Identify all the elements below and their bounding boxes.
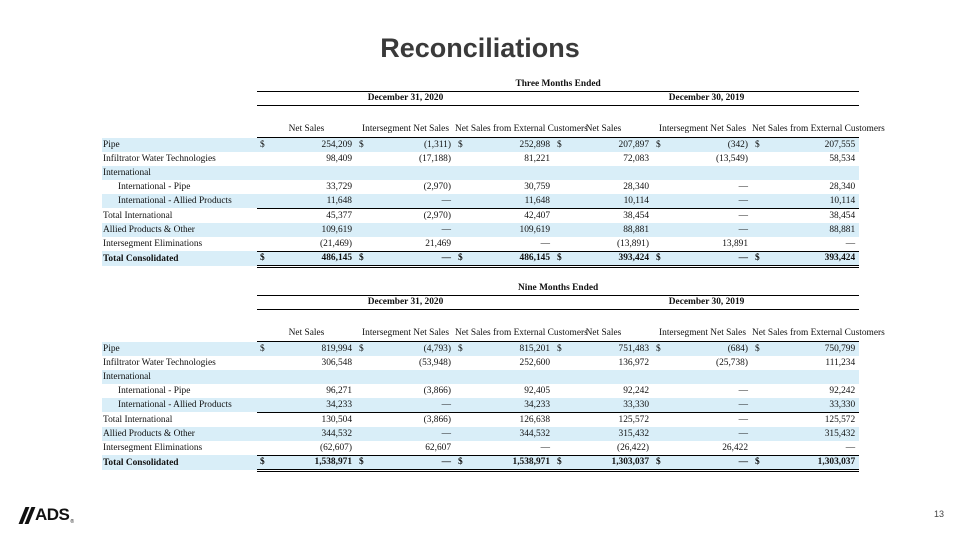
table-cell: 252,898: [466, 138, 554, 152]
row-label: Intersegment Eliminations: [103, 239, 203, 249]
currency-symbol: $: [653, 342, 664, 356]
currency-symbol: $: [752, 138, 763, 152]
table-cell: 315,432: [763, 427, 859, 441]
currency-symbol: $: [653, 138, 664, 152]
currency-symbol: [455, 208, 466, 222]
table-row: [102, 356, 859, 370]
row-label: International - Allied Products: [102, 398, 257, 412]
currency-symbol: [257, 180, 268, 194]
page-title: Reconciliations: [380, 33, 580, 63]
table-cell: 26,422: [722, 442, 748, 453]
currency-symbol: [752, 441, 763, 455]
table-row: [102, 412, 859, 426]
table-cell: —: [367, 398, 455, 412]
row-label: International - Pipe: [118, 182, 191, 193]
currency-symbol: [554, 370, 565, 384]
row-label: International: [102, 166, 257, 180]
currency-symbol: [257, 412, 268, 426]
table-cell: 88,881: [763, 223, 859, 237]
table-row: [102, 384, 859, 398]
table-cell: 1,303,037: [763, 455, 859, 470]
currency-symbol: [554, 180, 565, 194]
table-row: [102, 237, 859, 251]
table-cell: 486,145: [268, 251, 356, 266]
currency-symbol: [257, 370, 268, 384]
table-cell: 486,145: [466, 251, 554, 266]
currency-symbol: $: [356, 138, 367, 152]
row-label: Total International: [103, 210, 173, 221]
table-cell: 751,483: [565, 342, 653, 356]
table-cell: —: [738, 414, 748, 425]
table-cell: [466, 166, 554, 180]
currency-symbol: [752, 180, 763, 194]
currency-symbol: $: [554, 138, 565, 152]
currency-symbol: $: [356, 251, 367, 266]
table-cell: 34,233: [268, 398, 356, 412]
net-sales-header: Net Sales: [257, 310, 356, 342]
currency-symbol: $: [653, 251, 664, 266]
currency-symbol: [257, 166, 268, 180]
table-cell: (2,970): [423, 210, 451, 221]
table-cell: (25,738): [715, 357, 748, 368]
table-cell: —: [664, 455, 752, 470]
table-cell: (21,469): [319, 238, 352, 249]
currency-symbol: [653, 427, 664, 441]
row-label: Total Consolidated: [102, 455, 257, 470]
table-cell: 62,607: [425, 442, 451, 453]
external-customers-header: Net Sales from External Customers: [752, 310, 859, 342]
table-cell: 254,209: [268, 138, 356, 152]
table-cell: [565, 166, 653, 180]
table-cell: [763, 370, 859, 384]
table-cell: [268, 166, 356, 180]
currency-symbol: [455, 237, 466, 251]
row-label: International: [102, 370, 257, 384]
table-cell: 125,572: [824, 414, 856, 425]
table-cell: 92,242: [829, 386, 856, 397]
currency-symbol: [455, 223, 466, 237]
table-cell: —: [367, 251, 455, 266]
currency-symbol: [653, 398, 664, 412]
table-cell: 38,454: [623, 210, 649, 221]
table-cell: —: [664, 194, 752, 208]
currency-symbol: [455, 356, 466, 370]
intersegment-header: Intersegment Net Sales: [653, 310, 752, 342]
table-row: [102, 441, 859, 455]
currency-symbol: [653, 384, 664, 398]
currency-symbol: $: [653, 455, 664, 470]
currency-symbol: $: [752, 342, 763, 356]
table-cell: (26,422): [616, 442, 649, 453]
period-label: Three Months Ended: [515, 79, 601, 89]
currency-symbol: [356, 398, 367, 412]
row-label: Pipe: [102, 138, 257, 152]
row-label: Allied Products & Other: [102, 223, 257, 237]
table-row: [102, 398, 859, 412]
currency-symbol: [356, 384, 367, 398]
table-cell: —: [664, 223, 752, 237]
table-cell: 111,234: [825, 357, 856, 368]
currency-symbol: [752, 427, 763, 441]
table-cell: (53,948): [418, 357, 451, 368]
table-cell: 344,532: [466, 427, 554, 441]
currency-symbol: $: [455, 251, 466, 266]
table-cell: 1,538,971: [268, 455, 356, 470]
currency-symbol: [455, 180, 466, 194]
table-row: [102, 138, 859, 152]
table-row: [102, 180, 859, 194]
period-label: Nine Months Ended: [517, 283, 599, 293]
table-cell: 1,538,971: [466, 455, 554, 470]
period-header-row: [102, 282, 859, 296]
currency-symbol: [257, 223, 268, 237]
currency-symbol: [356, 370, 367, 384]
table-cell: (13,549): [715, 153, 748, 164]
table-cell: 393,424: [763, 251, 859, 266]
external-customers-header: Net Sales from External Customers: [455, 106, 554, 138]
currency-symbol: [554, 194, 565, 208]
table-cell: 207,897: [565, 138, 653, 152]
table-cell: —: [540, 238, 550, 249]
currency-symbol: [554, 412, 565, 426]
table-cell: —: [367, 223, 455, 237]
currency-symbol: [653, 237, 664, 251]
currency-symbol: [554, 152, 565, 166]
currency-symbol: [356, 152, 367, 166]
table-cell: [664, 166, 752, 180]
table-cell: [367, 370, 455, 384]
column-header-row: [102, 310, 859, 342]
table-cell: [466, 370, 554, 384]
net-sales-header: Net Sales: [554, 106, 653, 138]
logo-trademark: ®: [70, 519, 75, 525]
table-cell: 88,881: [565, 223, 653, 237]
row-label: Total International: [103, 414, 173, 425]
table-cell: —: [367, 194, 455, 208]
currency-symbol: [356, 441, 367, 455]
date-header-row: [102, 92, 859, 106]
table-row: [102, 223, 859, 237]
table-cell: (62,607): [319, 442, 352, 453]
currency-symbol: $: [455, 455, 466, 470]
currency-symbol: [653, 166, 664, 180]
logo-text: ADS: [35, 505, 70, 524]
table-cell: 1,303,037: [565, 455, 653, 470]
currency-symbol: [356, 208, 367, 222]
table-cell: 125,572: [618, 414, 649, 425]
currency-symbol: [653, 441, 664, 455]
currency-symbol: [554, 223, 565, 237]
table-cell: 815,201: [466, 342, 554, 356]
table-row: [102, 342, 859, 356]
table-cell: 393,424: [565, 251, 653, 266]
table-cell: 315,432: [565, 427, 653, 441]
external-customers-header: Net Sales from External Customers: [455, 310, 554, 342]
currency-symbol: [752, 356, 763, 370]
table-cell: 30,759: [524, 182, 550, 193]
row-label: International - Allied Products: [102, 194, 257, 208]
table-cell: 109,619: [466, 223, 554, 237]
currency-symbol: [752, 166, 763, 180]
currency-symbol: [257, 441, 268, 455]
row-label: Infiltrator Water Technologies: [103, 357, 216, 368]
intersegment-header: Intersegment Net Sales: [356, 106, 455, 138]
table-cell: 126,638: [519, 414, 550, 425]
ads-logo: [22, 505, 74, 525]
table-cell: (13,891): [616, 238, 649, 249]
currency-symbol: [455, 412, 466, 426]
row-label: Pipe: [102, 342, 257, 356]
currency-symbol: $: [257, 251, 268, 266]
currency-symbol: [752, 384, 763, 398]
currency-symbol: [356, 356, 367, 370]
row-label: Allied Products & Other: [102, 427, 257, 441]
currency-symbol: [455, 441, 466, 455]
currency-symbol: [257, 398, 268, 412]
currency-symbol: [752, 152, 763, 166]
currency-symbol: [455, 370, 466, 384]
table-cell: [664, 370, 752, 384]
table-cell: 11,648: [466, 194, 554, 208]
table-cell: 13,891: [722, 238, 748, 249]
table-row: [102, 208, 859, 222]
three-months-table: [102, 78, 885, 268]
page-number: 13: [933, 509, 944, 519]
table-cell: —: [738, 386, 748, 397]
currency-symbol: [455, 384, 466, 398]
table-cell: 344,532: [268, 427, 356, 441]
currency-symbol: [455, 194, 466, 208]
currency-symbol: [356, 194, 367, 208]
currency-symbol: [653, 356, 664, 370]
table-cell: (342): [664, 138, 752, 152]
table-cell: —: [845, 238, 856, 249]
date2-label: December 30, 2019: [554, 296, 859, 310]
table-cell: 34,233: [466, 398, 554, 412]
external-customers-header: Net Sales from External Customers: [752, 106, 859, 138]
table-cell: (3,866): [423, 386, 451, 397]
table-row: [102, 166, 859, 180]
table-cell: (17,188): [418, 153, 451, 164]
currency-symbol: [356, 166, 367, 180]
currency-symbol: [653, 152, 664, 166]
currency-symbol: [653, 223, 664, 237]
table-cell: (4,793): [367, 342, 455, 356]
currency-symbol: [455, 398, 466, 412]
nine-months-table: [102, 282, 885, 472]
currency-symbol: [356, 223, 367, 237]
currency-symbol: [554, 166, 565, 180]
table-row: [102, 455, 859, 470]
currency-symbol: $: [455, 138, 466, 152]
currency-symbol: [752, 223, 763, 237]
table-cell: —: [367, 427, 455, 441]
table-cell: 252,600: [519, 357, 550, 368]
row-label: Total Consolidated: [102, 251, 257, 266]
date2-label: December 30, 2019: [554, 92, 859, 106]
table-cell: [367, 166, 455, 180]
currency-symbol: [554, 384, 565, 398]
table-cell: 72,083: [623, 153, 649, 164]
currency-symbol: [752, 208, 763, 222]
table-cell: 306,548: [321, 357, 352, 368]
logo-slashes-icon: [22, 507, 34, 524]
currency-symbol: [653, 370, 664, 384]
row-label: International - Pipe: [118, 386, 191, 397]
currency-symbol: [257, 194, 268, 208]
row-label: Intersegment Eliminations: [103, 443, 203, 453]
table-cell: —: [845, 442, 856, 453]
currency-symbol: $: [257, 455, 268, 470]
currency-symbol: [752, 412, 763, 426]
table-cell: (2,970): [423, 182, 451, 193]
currency-symbol: [653, 412, 664, 426]
table-cell: [565, 370, 653, 384]
table-cell: —: [738, 182, 748, 193]
table-row: [102, 194, 859, 208]
table-row: [102, 427, 859, 441]
currency-symbol: [257, 356, 268, 370]
table-cell: 750,799: [763, 342, 859, 356]
currency-symbol: $: [356, 455, 367, 470]
table-row: [102, 152, 859, 166]
table-cell: (1,311): [367, 138, 455, 152]
currency-symbol: $: [554, 342, 565, 356]
column-header-row: [102, 106, 859, 138]
currency-symbol: [257, 427, 268, 441]
currency-symbol: [554, 356, 565, 370]
table-cell: 98,409: [326, 153, 352, 164]
currency-symbol: [455, 427, 466, 441]
currency-symbol: [752, 398, 763, 412]
table-cell: [763, 166, 859, 180]
table-cell: 92,242: [623, 386, 649, 397]
currency-symbol: $: [554, 251, 565, 266]
currency-symbol: $: [356, 342, 367, 356]
currency-symbol: $: [752, 455, 763, 470]
date1-label: December 31, 2020: [257, 296, 554, 310]
table-cell: 38,454: [829, 210, 856, 221]
intersegment-header: Intersegment Net Sales: [356, 310, 455, 342]
table-cell: —: [738, 210, 748, 221]
table-cell: 33,330: [763, 398, 859, 412]
net-sales-header: Net Sales: [257, 106, 356, 138]
table-cell: 58,534: [829, 153, 856, 164]
currency-symbol: [257, 384, 268, 398]
period-header-row: [102, 78, 859, 92]
currency-symbol: $: [554, 455, 565, 470]
table-cell: 81,221: [524, 153, 550, 164]
currency-symbol: [257, 208, 268, 222]
currency-symbol: [455, 166, 466, 180]
table-cell: (3,866): [423, 414, 451, 425]
table-cell: 10,114: [565, 194, 653, 208]
table-cell: 42,407: [524, 210, 550, 221]
table-cell: [268, 370, 356, 384]
table-cell: —: [664, 427, 752, 441]
currency-symbol: [257, 152, 268, 166]
date-header-row: [102, 296, 859, 310]
table-cell: —: [367, 455, 455, 470]
currency-symbol: [752, 237, 763, 251]
table-cell: 45,377: [326, 210, 352, 221]
currency-symbol: [653, 194, 664, 208]
currency-symbol: [356, 412, 367, 426]
table-row: [102, 251, 859, 266]
intersegment-header: Intersegment Net Sales: [653, 106, 752, 138]
currency-symbol: [653, 180, 664, 194]
table-cell: 28,340: [623, 182, 649, 193]
currency-symbol: $: [257, 138, 268, 152]
currency-symbol: [356, 427, 367, 441]
table-cell: —: [664, 398, 752, 412]
table-cell: —: [540, 442, 550, 453]
table-cell: —: [664, 251, 752, 266]
table-cell: (684): [664, 342, 752, 356]
currency-symbol: [752, 370, 763, 384]
table-cell: 109,619: [268, 223, 356, 237]
currency-symbol: [356, 180, 367, 194]
row-label: Infiltrator Water Technologies: [103, 153, 216, 164]
date1-label: December 31, 2020: [257, 92, 554, 106]
table-cell: 33,729: [326, 182, 352, 193]
table-row: [102, 370, 859, 384]
table-cell: 130,504: [321, 414, 352, 425]
currency-symbol: [752, 194, 763, 208]
currency-symbol: [554, 398, 565, 412]
table-cell: 819,994: [268, 342, 356, 356]
table-cell: 28,340: [829, 182, 856, 193]
table-cell: 136,972: [618, 357, 649, 368]
table-cell: 21,469: [425, 238, 451, 249]
currency-symbol: $: [257, 342, 268, 356]
currency-symbol: [455, 152, 466, 166]
currency-symbol: [653, 208, 664, 222]
table-cell: 96,271: [326, 386, 352, 397]
currency-symbol: $: [752, 251, 763, 266]
currency-symbol: [554, 441, 565, 455]
table-cell: 207,555: [763, 138, 859, 152]
net-sales-header: Net Sales: [554, 310, 653, 342]
currency-symbol: [554, 208, 565, 222]
currency-symbol: [356, 237, 367, 251]
currency-symbol: $: [455, 342, 466, 356]
currency-symbol: [554, 427, 565, 441]
currency-symbol: [554, 237, 565, 251]
currency-symbol: [257, 237, 268, 251]
table-cell: 10,114: [763, 194, 859, 208]
table-cell: 11,648: [268, 194, 356, 208]
table-cell: 33,330: [565, 398, 653, 412]
table-cell: 92,405: [524, 386, 550, 397]
